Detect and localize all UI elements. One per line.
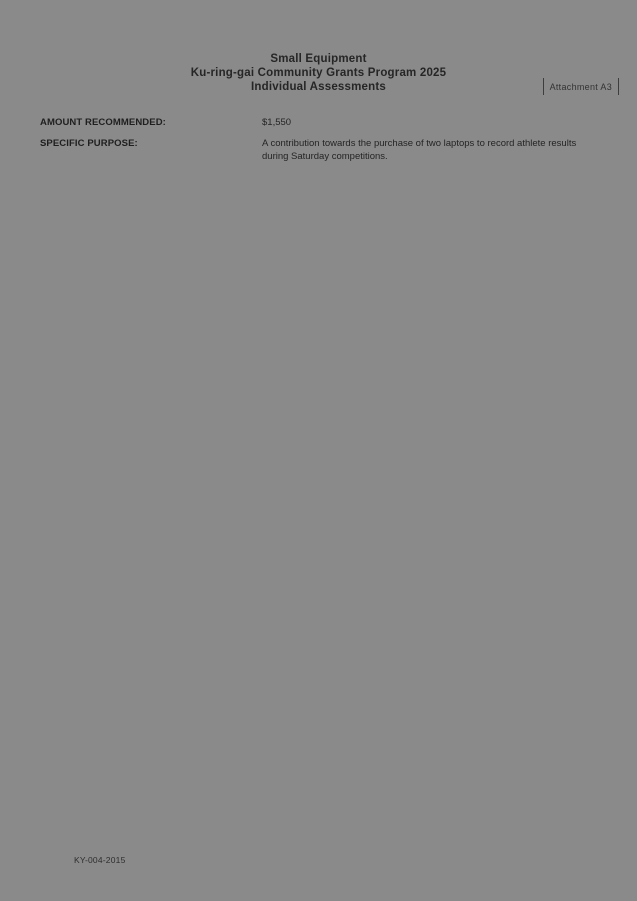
header-title-line-3: Individual Assessments	[251, 81, 386, 93]
field-label-specific-purpose: SPECIFIC PURPOSE:	[40, 138, 138, 149]
attachment-label: Attachment A3	[549, 81, 612, 92]
document-header	[0, 52, 637, 94]
field-value-amount-recommended: $1,550	[262, 117, 292, 128]
attachment-divider-right	[618, 78, 619, 95]
field-label-amount-recommended: AMOUNT RECOMMENDED:	[40, 117, 166, 128]
assessment-fields	[40, 116, 600, 171]
field-value-specific-purpose: A contribution towards the purchase of two laptops to record athlete results during Saturday competitions.	[262, 138, 577, 162]
attachment-divider-left	[543, 78, 544, 95]
attachment-tag	[543, 78, 619, 95]
field-row-amount-recommended	[40, 116, 600, 129]
footer-reference: KY-004-2015	[74, 855, 126, 865]
header-title-line-2: Ku-ring-gai Community Grants Program 2025	[190, 67, 447, 79]
header-title-line-1: Small Equipment	[270, 53, 367, 65]
field-row-specific-purpose	[40, 137, 600, 163]
